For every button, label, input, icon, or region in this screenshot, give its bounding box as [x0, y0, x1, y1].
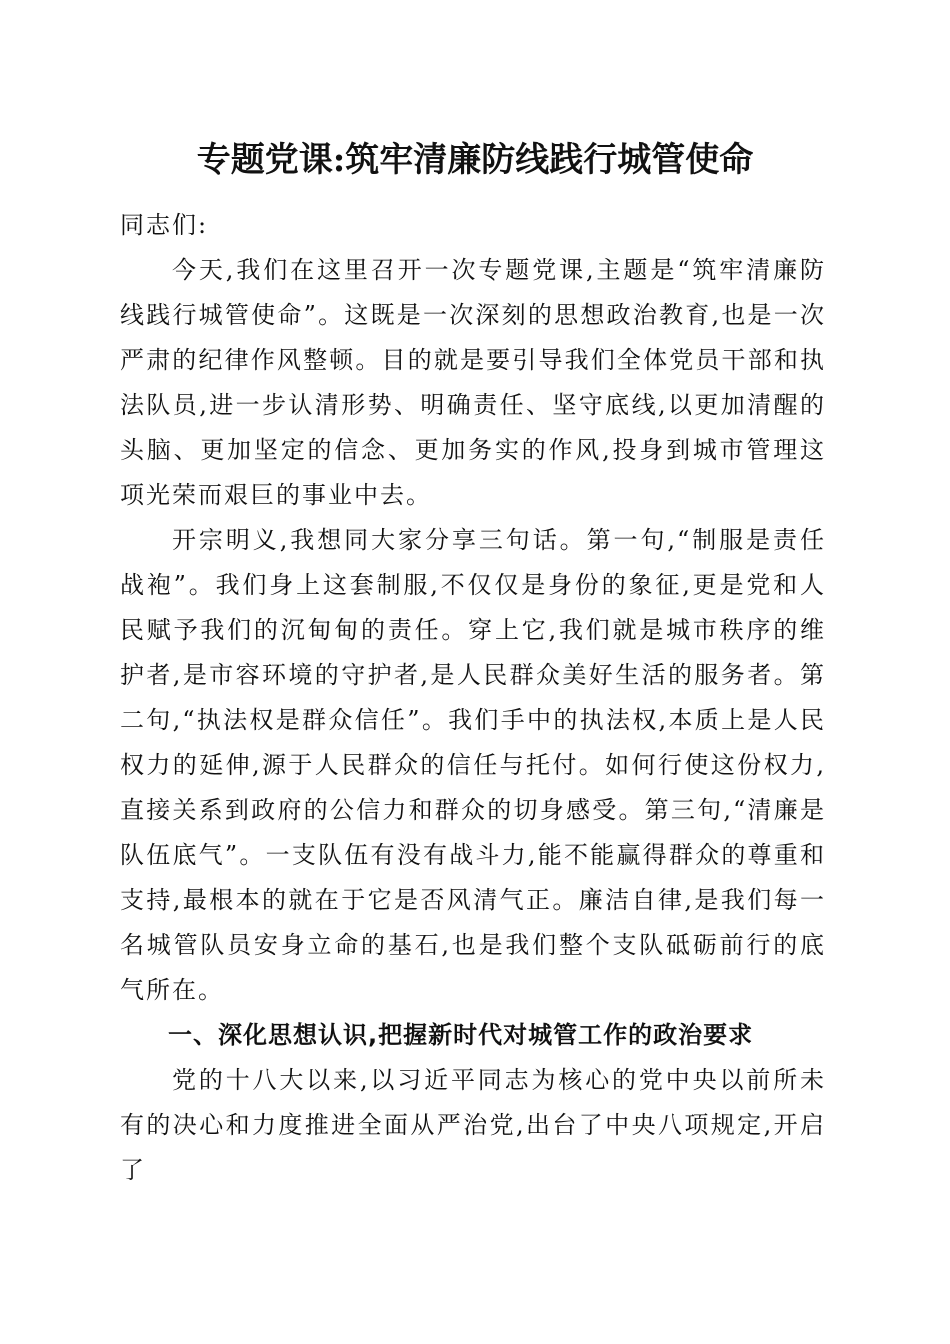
paragraph-intro: 今天,我们在这里召开一次专题党课,主题是“筑牢清廉防线践行城管使命”。这既是一次深刻的思想政治教育,也是一次严肃的纪律作风整顿。目的就是要引导我们全体党员干部和执法队员,进一步认清形势、明确责任、坚守底线,以更加清醒的头脑、更加坚定的信念、更加务实的作风,投身到城市管理这项光荣而艰巨的事业中去。: [120, 256, 826, 509]
paragraph-three-sentences: 开宗明义,我想同大家分享三句话。第一句,“制服是责任战袍”。我们身上这套制服,不仅仅是身份的象征,更是党和人民赋予我们的沉甸甸的责任。穿上它,我们就是城市秩序的维护者,是市容环境的守护者,是人民群众美好生活的服务者。第二句,“执法权是群众信任”。我们手中的执法权,本质上是人民权力的延伸,源于人民群众的信任与托付。如何行使这份权力,直接关系到政府的公信力和群众的切身感受。第三句,“清廉是队伍底气”。一支队伍有没有战斗力,能不能赢得群众的尊重和支持,最根本的就在于它是否风清气正。廉洁自律,是我们每一名城管队员安身立命的基石,也是我们整个支队砥砺前行的底气所在。: [120, 526, 826, 1004]
document-body: [120, 203, 826, 1193]
section-paragraph: 党的十八大以来,以习近平同志为核心的党中央以前所未有的决心和力度推进全面从严治党,出台了中央八项规定,开启了: [120, 1066, 826, 1184]
salutation: 同志们:: [120, 211, 209, 239]
document-title: 专题党课:筑牢清廉防线践行城管使命: [196, 140, 754, 180]
section-heading: 一、深化思想认识,把握新时代对城管工作的政治要求: [168, 1021, 754, 1049]
